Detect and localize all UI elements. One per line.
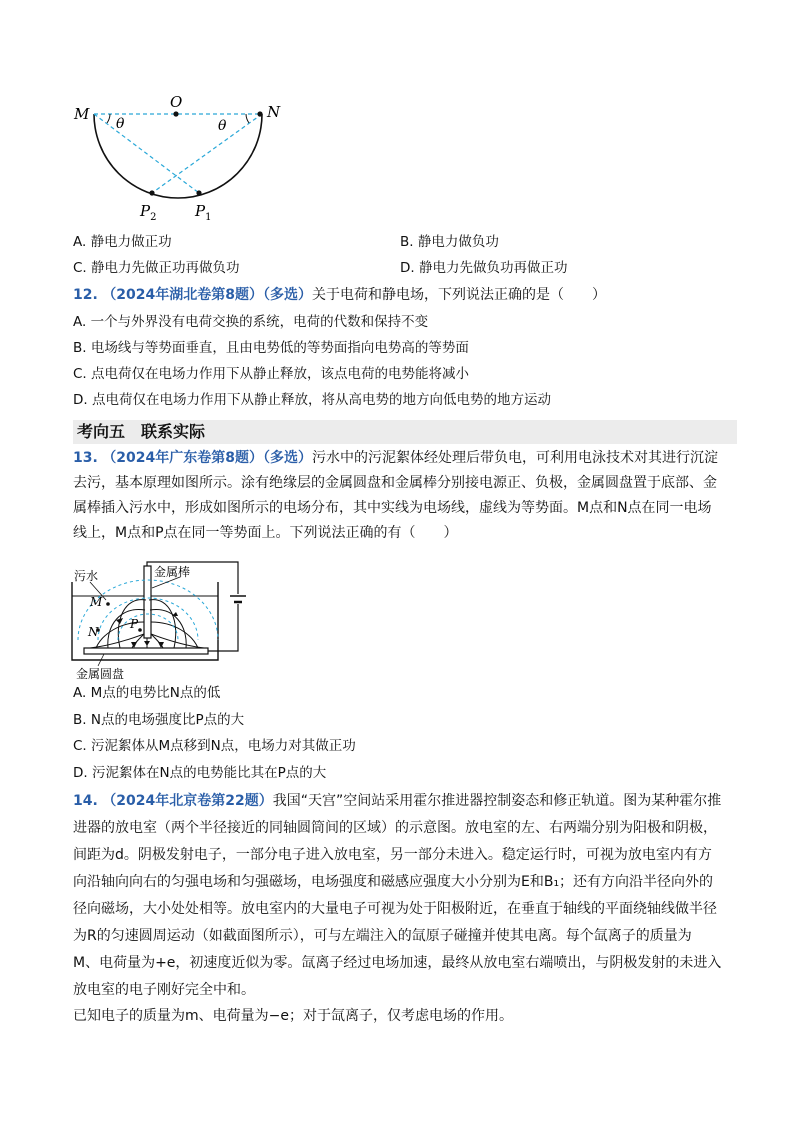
q14-line-8: 放电室的电子刚好完全中和。	[73, 982, 255, 998]
q12-option-b: B. 电场线与等势面垂直，且由电势低的等势面指向电势高的等势面	[73, 340, 469, 356]
q12-stem	[73, 285, 606, 305]
q14-line-5: 径向磁场，大小处处相等。放电室内的大量电子可视为处于阳极附近，在垂直于轴线的平面绕轴线做半径	[73, 901, 717, 917]
label-P1: $P_1$	[195, 202, 212, 223]
q14-line-4: 向沿轴向向右的匀强电场和匀强磁场，电场强度和磁感应强度大小分别为E和B₁；还有方向沿半径向外的	[73, 874, 714, 890]
q13-number: 13.	[73, 450, 98, 466]
fig2-label-disk: 金属圆盘	[76, 667, 125, 680]
label-N: N	[267, 103, 281, 121]
q13-option-d: D. 污泥絮体在N点的电势能比其在P点的大	[73, 765, 327, 781]
q12-source: （2024年湖北卷第8题）（多选）	[102, 287, 312, 303]
q13-line-1: 13. （2024年广东卷第8题）（多选）污水中的污泥絮体经处理后带负电，可利用电泳技术对其进行沉淀	[73, 450, 718, 466]
fig2-label-P: P	[130, 617, 139, 631]
q13-line-4: 线上，M点和P点在同一等势面上。下列说法正确的有（ ）	[73, 525, 458, 541]
q13-line-2: 去污，基本原理如图所示。涂有绝缘层的金属圆盘和金属棒分别接电源正、负极，金属圆盘置于底部、金	[73, 475, 717, 491]
label-theta-left: θ	[116, 116, 125, 132]
q12-option-d: D. 点电荷仅在电场力作用下从静止释放，将从高电势的地方向低电势的地方运动	[73, 392, 551, 408]
label-P2: $P_2$	[140, 202, 157, 223]
q13-option-a: A. M点的电势比N点的低	[73, 685, 221, 701]
fig2-label-N: N	[88, 625, 99, 639]
q14-line-6: 为R的匀速圆周运动（如截面图所示），可与左端注入的氙原子碰撞并使其电离。每个氙离子的质量为	[73, 928, 692, 944]
q12-question: 关于电荷和静电场，下列说法正确的是（ ）	[311, 287, 606, 303]
fig2-label-M: M	[90, 595, 103, 609]
q12-number: 12.	[73, 287, 98, 303]
q11-option-b: B. 静电力做负功	[400, 234, 499, 250]
q11-option-c: C. 静电力先做正功再做负功	[73, 260, 240, 276]
q13-source: （2024年广东卷第8题）（多选）	[102, 450, 312, 466]
q11-option-d: D. 静电力先做负功再做正功	[400, 260, 568, 276]
q14-line-7: M、电荷量为+e，初速度近似为零。氙离子经过电场加速，最终从放电室右端喷出，与阴极发射的未进入	[73, 955, 722, 971]
q13-line-3: 属棒插入污水中，形成如图所示的电场分布，其中实线为电场线，虚线为等势面。M点和N点在同一电场	[73, 500, 712, 516]
electrophoresis-figure	[68, 560, 268, 680]
q13-option-b: B. N点的电场强度比P点的大	[73, 712, 245, 728]
label-M: M	[74, 105, 90, 123]
section-heading: 考向五 联系实际	[73, 420, 737, 444]
label-theta-right: θ	[218, 118, 227, 134]
fig2-label-water: 污水	[74, 569, 99, 583]
q14-number: 14.	[73, 793, 98, 809]
q13-option-c: C. 污泥絮体从M点移到N点，电场力对其做正功	[73, 738, 356, 754]
q14-source: （2024年北京卷第22题）	[102, 793, 273, 809]
q14-line-9: 已知电子的质量为m、电荷量为−e；对于氙离子，仅考虑电场的作用。	[73, 1008, 513, 1024]
q11-option-a: A. 静电力做正功	[73, 234, 172, 250]
q14-line-3: 间距为d。阴极发射电子，一部分电子进入放电室，另一部分未进入。稳定运行时，可视为放电室内有方	[73, 847, 712, 863]
q12-option-a: A. 一个与外界没有电荷交换的系统，电荷的代数和保持不变	[73, 314, 429, 330]
q12-option-c: C. 点电荷仅在电场力作用下从静止释放，该点电荷的电势能将减小	[73, 366, 470, 382]
fig2-label-rod: 金属棒	[154, 565, 191, 579]
q14-line-2: 进器的放电室（两个半径接近的同轴圆筒间的区域）的示意图。放电室的左、右两端分别为阳极和阴极，	[73, 820, 717, 836]
semicircle-figure	[70, 92, 290, 227]
label-O: O	[170, 93, 183, 111]
q14-line-1: 14. （2024年北京卷第22题）我国“天宫”空间站采用霍尔推进器控制姿态和修正轨道。图为某种霍尔推	[73, 793, 722, 809]
